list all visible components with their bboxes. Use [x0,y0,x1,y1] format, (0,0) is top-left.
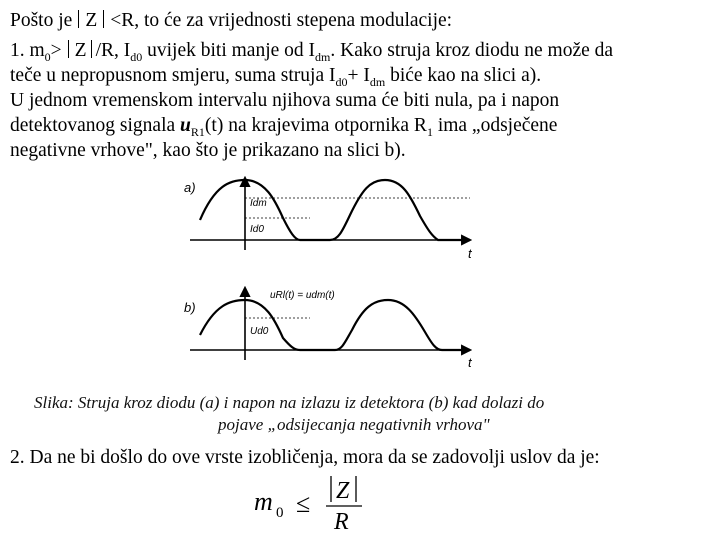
figure-caption-line-2: pojave „odsijecanja negativnih vrhova" [218,415,490,434]
figure-label-a: a) [184,180,196,195]
figure-label-b: b) [184,300,196,315]
paragraph-line-2: 1. $m_0> Z$ /R, $I_{d0}$ uvijek biti manje od $I_{dm}$. Kako struja kroz diodu ne može da [10,40,614,64]
label-idm: Idm [250,198,267,209]
formula [248,470,378,535]
paragraph-line-6: negativne vrhove", kao što je prikazano na slici b). [10,140,406,161]
label-t-b: t [468,355,472,370]
waveform-a [200,180,470,240]
figure-caption-line-1: Slika: Struja kroz diodu (a) i napon na izlazu iz detektora (b) kad dolazi do [34,393,545,412]
paragraph-line-4: U jednom vremenskom intervalu njihova suma će biti nula, pa i napon [10,90,560,111]
paragraph-line-1: Pošto je Z <R, to će za vrijednosti stepena modulacije: [10,10,453,31]
paragraph-line-3: teče u nepropusnom smjeru, suma struja $I_{d0}+ I_{dm}$ biće kao na slici a). [10,65,542,89]
paragraph-line-5: detektovanog signala $u_{R1}(t)$ na krajevima otpornika $R_1$ ima „odsječene [10,115,558,139]
formula-lhs-sub: 0 [276,505,284,521]
formula-denominator: R [334,509,349,535]
paragraph-line-7: 2. Da ne bi došlo do ove vrste izobličenja, mora da se zadovolji uslov da je: [10,447,600,468]
label-ueq: uRl(t) = udm(t) [270,290,335,301]
waveform-b [200,300,470,350]
formula-relation: ≤ [296,489,311,518]
label-ud0: Ud0 [250,326,269,337]
formula-lhs: m [254,487,273,516]
formula-numerator: Z [336,478,350,504]
label-t-a: t [468,246,472,261]
label-id0: Id0 [250,224,264,235]
waveform-figure [170,170,490,385]
